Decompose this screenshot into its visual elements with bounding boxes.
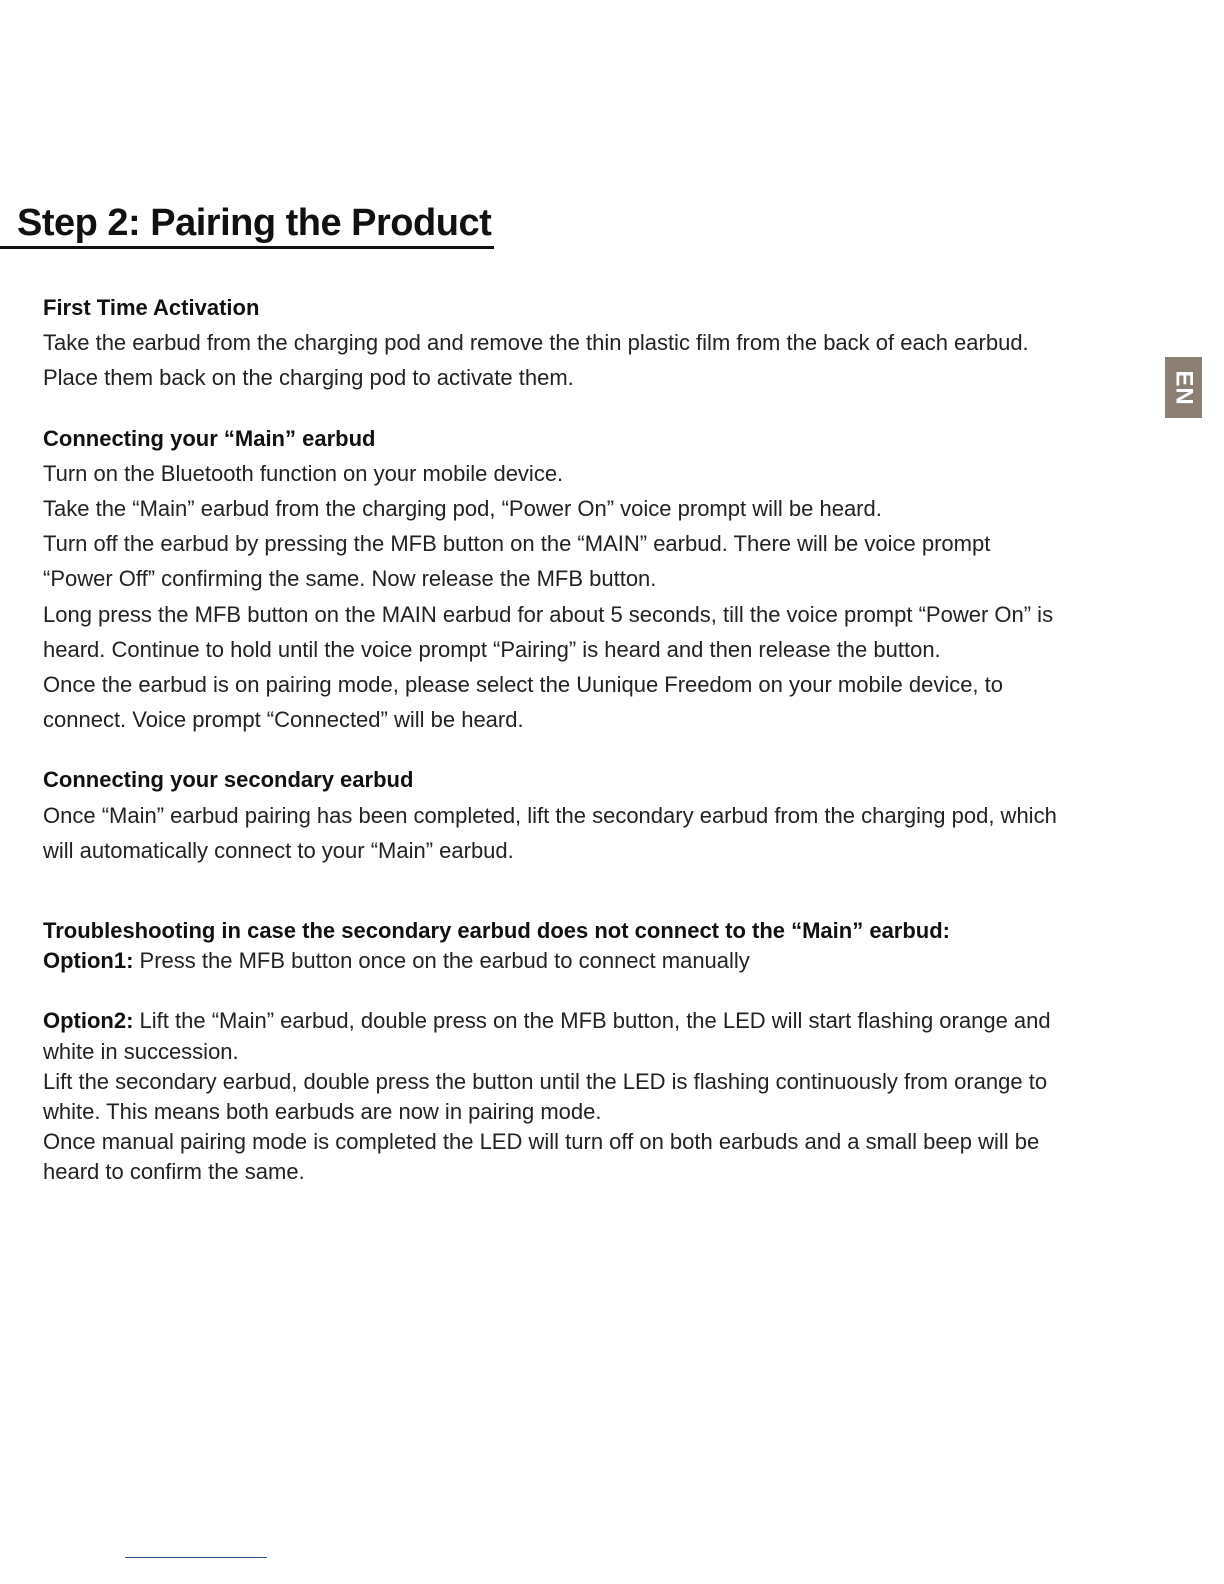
paragraph-line: Turn off the earbud by pressing the MFB button on the “MAIN” earbud. There will be voice prompt — [43, 531, 991, 557]
section-heading: Connecting your “Main” earbud — [43, 425, 376, 451]
paragraph-line: Long press the MFB button on the MAIN earbud for about 5 seconds, till the voice prompt “Power On” is — [43, 601, 1054, 627]
troubleshooting-heading: Troubleshooting in case the secondary earbud does not connect to the “Main” earbud: — [43, 918, 951, 944]
language-tab-label: EN — [1170, 369, 1198, 406]
option2-line — [43, 1006, 1153, 1036]
section-heading: Connecting your secondary earbud — [43, 767, 414, 793]
first-time-activation-section — [43, 290, 1153, 396]
paragraph-line: will automatically connect to your “Main” earbud. — [43, 837, 514, 863]
paragraph-line: Once manual pairing mode is completed the LED will turn off on both earbuds and a small beep will be — [43, 1129, 1040, 1155]
option1-text: Press the MFB button once on the earbud to connect manually — [133, 948, 750, 974]
paragraph-line: heard. Continue to hold until the voice prompt “Pairing” is heard and then release the button. — [43, 636, 941, 662]
troubleshooting-section — [43, 916, 1153, 1188]
paragraph-line: Place them back on the charging pod to activate them. — [43, 365, 574, 391]
paragraph-line: Take the “Main” earbud from the charging pod, “Power On” voice prompt will be heard. — [43, 496, 882, 522]
option1-line — [43, 946, 1153, 976]
paragraph-line: Take the earbud from the charging pod and remove the thin plastic film from the back of each earbud. — [43, 330, 1029, 356]
footer-divider — [125, 1557, 267, 1558]
paragraph-line: white in succession. — [43, 1038, 239, 1064]
section-heading: First Time Activation — [43, 295, 260, 320]
paragraph-line: Lift the secondary earbud, double press the button until the LED is flashing continuously from orange to — [43, 1068, 1048, 1094]
instructions-body — [43, 290, 1153, 1188]
language-tab — [1165, 357, 1202, 418]
title-underline — [0, 246, 494, 249]
paragraph-line: Once “Main” earbud pairing has been completed, lift the secondary earbud from the charging pod, which — [43, 802, 1057, 828]
paragraph-line: Turn on the Bluetooth function on your mobile device. — [43, 460, 564, 486]
paragraph-line: heard to confirm the same. — [43, 1159, 305, 1185]
spacer — [43, 976, 1153, 1006]
page-title: Step 2: Pairing the Product — [17, 202, 492, 244]
option1-label: Option1: — [43, 948, 134, 974]
paragraph-line: “Power Off” confirming the same. Now release the MFB button. — [43, 566, 657, 592]
option2-text: Lift the “Main” earbud, double press on the MFB button, the LED will start flashing orange and — [133, 1008, 1051, 1034]
paragraph-line: white. This means both earbuds are now in pairing mode. — [43, 1099, 602, 1125]
main-earbud-section — [43, 421, 1153, 738]
option2-label: Option2: — [43, 1008, 134, 1034]
paragraph-line: connect. Voice prompt “Connected” will be heard. — [43, 707, 524, 733]
secondary-earbud-section — [43, 762, 1153, 868]
paragraph-line: Once the earbud is on pairing mode, please select the Uunique Freedom on your mobile device, to — [43, 672, 1004, 698]
